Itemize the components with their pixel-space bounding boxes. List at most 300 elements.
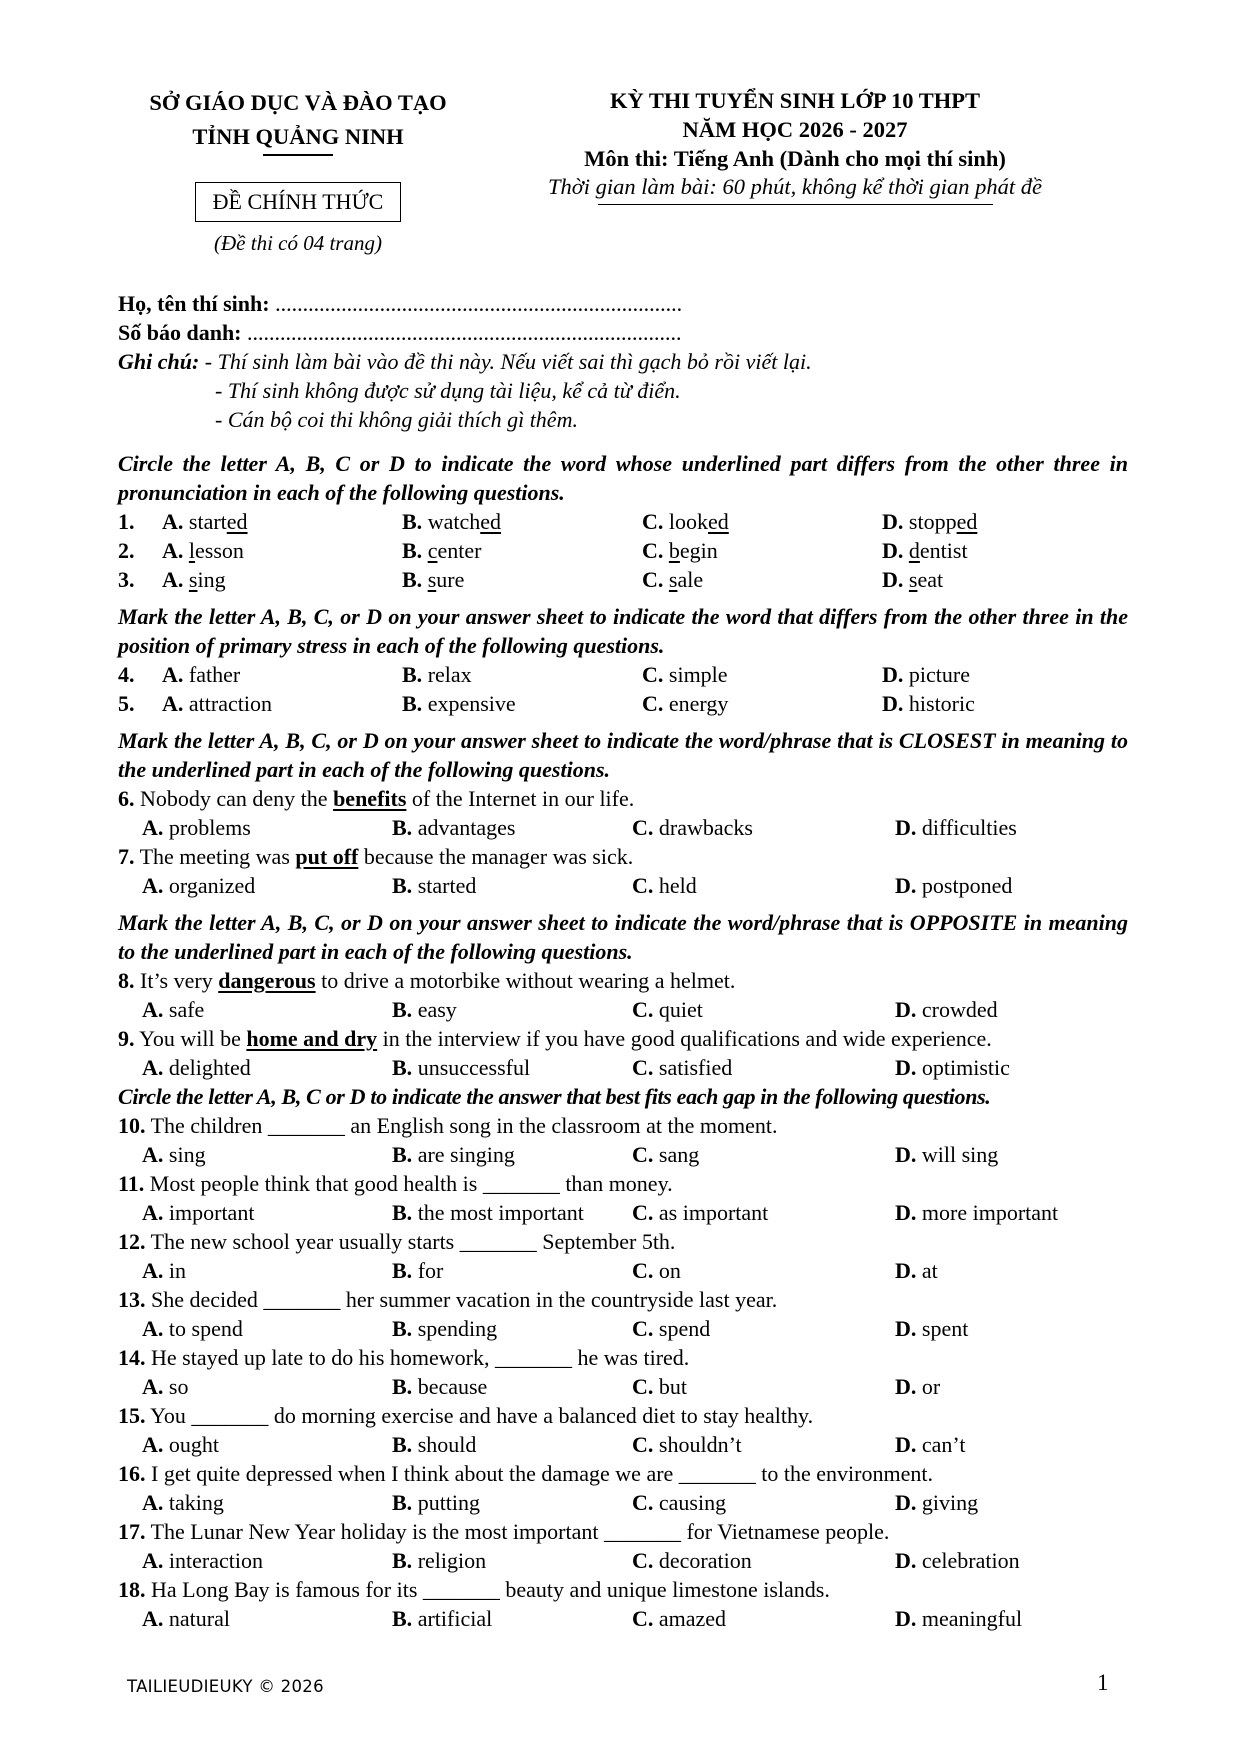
option-text: simple — [668, 662, 728, 687]
option-letter: B. — [392, 1055, 413, 1080]
school-year: NĂM HỌC 2026 - 2027 — [682, 117, 908, 142]
option-letter: D. — [882, 538, 904, 563]
option-letter: C. — [642, 662, 664, 687]
question-row — [118, 689, 1128, 718]
student-name-field[interactable]: .......................................................................... — [275, 291, 683, 316]
answer-option[interactable] — [392, 1546, 632, 1575]
option-letter: A. — [142, 1374, 164, 1399]
question-text: The children _______ an English song in the classroom at the moment. — [145, 1113, 778, 1138]
option-text: celebration — [921, 1548, 1020, 1573]
option-letter: B. — [392, 1432, 413, 1457]
note-text: - Thí sinh làm bài vào đề thi này. Nếu viết sai thì gạch bỏ rồi viết lại. — [204, 349, 812, 374]
question-number: 7. — [118, 844, 135, 869]
answer-option[interactable] — [392, 995, 632, 1024]
underlined-part: ed — [480, 509, 501, 534]
option-text: religion — [417, 1548, 487, 1573]
option-letter: C. — [632, 1606, 654, 1631]
answer-option[interactable] — [142, 1140, 392, 1169]
option-text: can’t — [921, 1432, 966, 1457]
answer-option[interactable] — [632, 1140, 895, 1169]
questions — [118, 449, 1128, 1633]
answer-options — [118, 1372, 1128, 1401]
option-letter: C. — [632, 873, 654, 898]
question-text: It’s very — [134, 968, 219, 993]
option-letter: A. — [142, 1055, 164, 1080]
option-text: spend — [658, 1316, 711, 1341]
underlined-part: ed — [956, 509, 978, 534]
answer-option[interactable] — [895, 995, 1125, 1024]
answer-option[interactable] — [632, 1604, 895, 1633]
answer-option[interactable] — [632, 1053, 895, 1082]
question-number: 3. — [118, 567, 135, 592]
underlined-phrase: home and dry — [246, 1026, 378, 1051]
option-text: attraction — [188, 691, 272, 716]
underlined-part: b — [668, 538, 680, 563]
option-letter: B. — [392, 1490, 413, 1515]
option-text: ought — [168, 1432, 220, 1457]
option-letter: C. — [632, 1490, 654, 1515]
question-stem — [118, 1517, 1128, 1546]
header-underline — [598, 204, 993, 205]
answer-option[interactable] — [632, 813, 895, 842]
underlined-part: s — [188, 567, 198, 592]
option-text: in — [168, 1258, 187, 1283]
option-text: started — [417, 873, 477, 898]
option-text: more important — [921, 1200, 1059, 1225]
answer-option[interactable] — [632, 1314, 895, 1343]
option-letter: B. — [392, 1548, 413, 1573]
header-exam — [505, 86, 1085, 205]
option-letter: D. — [895, 1606, 917, 1631]
option-letter: A. — [162, 567, 184, 592]
option-text: ing — [197, 567, 226, 592]
option-letter: D. — [882, 509, 904, 534]
question-text: The Lunar New Year holiday is the most important _______ for Vietnamese people. — [145, 1519, 890, 1544]
option-letter: A. — [142, 1258, 164, 1283]
option-text: as important — [658, 1200, 769, 1225]
answer-option[interactable] — [142, 1604, 392, 1633]
answer-option[interactable] — [142, 1314, 392, 1343]
option-text: spending — [417, 1316, 498, 1341]
question-number: 14. — [118, 1345, 146, 1370]
question-number: 11. — [118, 1171, 145, 1196]
answer-option[interactable] — [895, 1256, 1125, 1285]
section-instruction: Mark the letter A, B, C, or D on your answer sheet to indicate the word/phrase that is OPPOSITE in meaning to the underlined part in each of the following questions. — [118, 910, 1128, 964]
option-text: esson — [195, 538, 244, 563]
answer-option[interactable] — [632, 995, 895, 1024]
question-stem — [118, 1575, 1128, 1604]
section-instruction: Mark the letter A, B, C, or D on your answer sheet to indicate the word/phrase that is CLOSEST in meaning to the underlined part in each of the following questions. — [118, 728, 1128, 782]
option-letter: C. — [632, 1374, 654, 1399]
answer-option[interactable] — [882, 689, 1122, 718]
question-text: You _______ do morning exercise and have a balanced diet to stay healthy. — [145, 1403, 814, 1428]
option-letter: D. — [895, 815, 917, 840]
option-letter: D. — [882, 662, 904, 687]
option-letter: B. — [402, 509, 423, 534]
answer-options — [118, 1140, 1128, 1169]
option-text: quiet — [658, 997, 703, 1022]
answer-option[interactable] — [392, 1314, 632, 1343]
answer-option[interactable] — [392, 871, 632, 900]
option-text: causing — [658, 1490, 727, 1515]
note-line-3: - Cán bộ coi thi không giải thích gì thêm. — [215, 407, 578, 432]
option-text: drawbacks — [658, 815, 753, 840]
option-text: start — [188, 509, 227, 534]
question-number: 9. — [118, 1026, 135, 1051]
question-number: 2. — [118, 538, 135, 563]
answer-options — [118, 995, 1128, 1024]
answer-option[interactable] — [642, 689, 882, 718]
option-letter: C. — [642, 538, 664, 563]
option-letter: A. — [162, 662, 184, 687]
option-letter: D. — [895, 1055, 917, 1080]
question-number: 4. — [118, 662, 135, 687]
option-text: energy — [668, 691, 729, 716]
exam-duration: Thời gian làm bài: 60 phút, không kể thời gian phát đề — [548, 174, 1042, 199]
option-text: interaction — [168, 1548, 263, 1573]
answer-option[interactable] — [882, 507, 1122, 536]
answer-option[interactable] — [142, 1256, 392, 1285]
option-text: amazed — [658, 1606, 727, 1631]
answer-option[interactable] — [642, 507, 882, 536]
question-number: 16. — [118, 1461, 146, 1486]
question-stem — [118, 1343, 1128, 1372]
question-text: in the interview if you have good qualifications and wide experience. — [377, 1026, 992, 1051]
option-text: father — [188, 662, 241, 687]
student-id-line[interactable] — [118, 318, 1128, 347]
option-letter: C. — [642, 691, 664, 716]
option-letter: D. — [895, 1142, 917, 1167]
option-text: look — [668, 509, 709, 534]
student-name-label: Họ, tên thí sinh: — [118, 291, 270, 316]
answer-option[interactable] — [162, 507, 402, 536]
answer-option[interactable] — [142, 871, 392, 900]
option-text: important — [168, 1200, 255, 1225]
answer-option[interactable] — [895, 1140, 1125, 1169]
note-line-1 — [118, 347, 1128, 376]
note-line-2: - Thí sinh không được sử dụng tài liệu, kể cả từ điển. — [215, 378, 681, 403]
question-stem — [118, 1111, 1128, 1140]
option-letter: B. — [402, 567, 423, 592]
answer-options — [118, 1604, 1128, 1633]
option-letter: C. — [632, 1142, 654, 1167]
question-row — [118, 536, 1128, 565]
option-text: sing — [168, 1142, 206, 1167]
option-letter: C. — [632, 1316, 654, 1341]
answer-option[interactable] — [895, 1430, 1125, 1459]
option-text: artificial — [417, 1606, 493, 1631]
option-letter: A. — [142, 873, 164, 898]
footer-brand: TAILIEUDIEUKY © 2026 — [127, 1677, 324, 1696]
pages-note: (Đề thi có 04 trang) — [214, 231, 382, 255]
question-stem — [118, 966, 1128, 995]
option-text: easy — [417, 997, 457, 1022]
answer-option[interactable] — [882, 660, 1122, 689]
option-text: held — [658, 873, 697, 898]
answer-option[interactable] — [142, 1546, 392, 1575]
option-text: problems — [168, 815, 251, 840]
answer-option[interactable] — [142, 995, 392, 1024]
option-text: putting — [417, 1490, 481, 1515]
option-text: because — [417, 1374, 488, 1399]
option-text: natural — [168, 1606, 230, 1631]
option-text: so — [168, 1374, 189, 1399]
option-letter: D. — [895, 873, 917, 898]
underlined-part: s — [427, 567, 437, 592]
answer-options — [118, 1256, 1128, 1285]
option-text: egin — [679, 538, 718, 563]
answer-option[interactable] — [632, 1198, 895, 1227]
option-text: but — [658, 1374, 688, 1399]
answer-option[interactable] — [632, 1430, 895, 1459]
option-letter: D. — [882, 567, 904, 592]
answer-option[interactable] — [895, 1488, 1125, 1517]
answer-option[interactable] — [162, 689, 402, 718]
answer-option[interactable] — [142, 1430, 392, 1459]
option-letter: D. — [895, 1200, 917, 1225]
answer-options — [118, 871, 1128, 900]
option-text: to spend — [168, 1316, 243, 1341]
question-row — [118, 660, 1128, 689]
option-text: shouldn’t — [658, 1432, 742, 1457]
option-text: on — [658, 1258, 681, 1283]
option-text: enter — [437, 538, 482, 563]
question-stem — [118, 784, 1128, 813]
option-letter: A. — [162, 509, 184, 534]
question-row — [118, 565, 1128, 594]
option-letter: B. — [402, 538, 423, 563]
option-text: giving — [921, 1490, 979, 1515]
option-text: safe — [168, 997, 205, 1022]
answer-option[interactable] — [162, 536, 402, 565]
option-letter: A. — [142, 1606, 164, 1631]
option-letter: D. — [895, 1548, 917, 1573]
answer-options — [118, 1488, 1128, 1517]
department-name: SỞ GIÁO DỤC VÀ ĐÀO TẠO — [149, 90, 447, 115]
option-text: stopp — [908, 509, 957, 534]
answer-option[interactable] — [142, 813, 392, 842]
option-text: satisfied — [658, 1055, 733, 1080]
option-letter: C. — [632, 815, 654, 840]
option-letter: B. — [392, 1200, 413, 1225]
option-text: decoration — [658, 1548, 752, 1573]
section-instruction: Circle the letter A, B, C or D to indicate the answer that best fits each gap in the following questions. — [118, 1084, 991, 1109]
student-id-label: Số báo danh: — [118, 320, 242, 345]
underlined-part: c — [427, 538, 438, 563]
answer-options — [118, 813, 1128, 842]
option-text: spent — [921, 1316, 969, 1341]
option-letter: B. — [392, 1258, 413, 1283]
option-letter: A. — [162, 691, 184, 716]
option-letter: D. — [895, 1490, 917, 1515]
option-letter: A. — [142, 1142, 164, 1167]
option-text: difficulties — [921, 815, 1017, 840]
option-letter: D. — [895, 997, 917, 1022]
option-text: taking — [168, 1490, 224, 1515]
option-letter: A. — [162, 538, 184, 563]
answer-option[interactable] — [392, 813, 632, 842]
answer-option[interactable] — [895, 1198, 1125, 1227]
question-number: 13. — [118, 1287, 146, 1312]
option-text: entist — [919, 538, 968, 563]
answer-option[interactable] — [162, 565, 402, 594]
question-number: 10. — [118, 1113, 146, 1138]
answer-option[interactable] — [895, 1372, 1125, 1401]
option-letter: D. — [895, 1374, 917, 1399]
answer-option[interactable] — [632, 1372, 895, 1401]
section-instruction: Circle the letter A, B, C or D to indicate the word whose underlined part differs from the other three in pronunciation in each of the following questions. — [118, 451, 1128, 505]
answer-option[interactable] — [392, 1053, 632, 1082]
option-letter: B. — [402, 662, 423, 687]
question-text: The new school year usually starts _______ September 5th. — [145, 1229, 676, 1254]
option-letter: C. — [632, 1432, 654, 1457]
option-letter: A. — [142, 1200, 164, 1225]
student-id-field[interactable]: ............................................................................... — [247, 320, 682, 345]
option-letter: C. — [632, 1200, 654, 1225]
section-instruction: Mark the letter A, B, C, or D on your answer sheet to indicate the word that differs from the other three in the position of primary stress in each of the following questions. — [118, 604, 1128, 658]
page-number: 1 — [1097, 1670, 1109, 1695]
exam-title: KỲ THI TUYỂN SINH LỚP 10 THPT — [609, 88, 981, 113]
answer-option[interactable] — [142, 1053, 392, 1082]
province-name: TỈNH QUẢNG NINH — [192, 124, 404, 149]
student-name-line[interactable] — [118, 289, 1128, 318]
question-number: 18. — [118, 1577, 146, 1602]
header-divider — [263, 154, 333, 156]
answer-option[interactable] — [642, 565, 882, 594]
answer-option[interactable] — [142, 1198, 392, 1227]
question-text: I get quite depressed when I think about the damage we are _______ to the environment. — [145, 1461, 933, 1486]
option-letter: A. — [142, 1316, 164, 1341]
option-text: for — [417, 1258, 444, 1283]
answer-option[interactable] — [392, 1198, 632, 1227]
answer-option[interactable] — [882, 536, 1122, 565]
underlined-part: l — [188, 538, 196, 563]
option-text: postponed — [921, 873, 1013, 898]
question-number: 5. — [118, 691, 135, 716]
option-letter: D. — [895, 1432, 917, 1457]
answer-option[interactable] — [882, 565, 1122, 594]
answer-option[interactable] — [632, 871, 895, 900]
option-letter: A. — [142, 1490, 164, 1515]
question-number: 17. — [118, 1519, 146, 1544]
answer-option[interactable] — [402, 660, 642, 689]
option-letter: A. — [142, 997, 164, 1022]
note-label: Ghi chú: — [118, 349, 200, 374]
underlined-part: s — [908, 567, 918, 592]
question-text: He stayed up late to do his homework, _______ he was tired. — [145, 1345, 690, 1370]
question-text: The meeting was — [134, 844, 296, 869]
option-letter: D. — [895, 1316, 917, 1341]
option-letter: B. — [402, 691, 423, 716]
answer-option[interactable] — [642, 536, 882, 565]
header-department — [113, 86, 483, 258]
answer-option[interactable] — [895, 1604, 1125, 1633]
answer-options — [118, 1053, 1128, 1082]
option-text: picture — [908, 662, 970, 687]
option-letter: B. — [392, 1374, 413, 1399]
option-letter: C. — [632, 1548, 654, 1573]
question-text: to drive a motorbike without wearing a helmet. — [315, 968, 736, 993]
question-stem — [118, 1227, 1128, 1256]
answer-option[interactable] — [895, 1053, 1125, 1082]
option-text: are singing — [417, 1142, 515, 1167]
option-letter: D. — [895, 1258, 917, 1283]
answer-option[interactable] — [392, 1140, 632, 1169]
option-text: relax — [427, 662, 472, 687]
question-stem — [118, 842, 1128, 871]
answer-option[interactable] — [402, 536, 642, 565]
underlined-part: s — [668, 567, 678, 592]
option-text: delighted — [168, 1055, 251, 1080]
answer-option[interactable] — [392, 1430, 632, 1459]
answer-option[interactable] — [895, 871, 1125, 900]
answer-option[interactable] — [895, 813, 1125, 842]
underlined-part: ed — [708, 509, 729, 534]
answer-option[interactable] — [402, 565, 642, 594]
option-letter: B. — [392, 1142, 413, 1167]
answer-option[interactable] — [162, 660, 402, 689]
answer-option[interactable] — [895, 1314, 1125, 1343]
answer-option[interactable] — [642, 660, 882, 689]
answer-option[interactable] — [392, 1604, 632, 1633]
question-number: 8. — [118, 968, 135, 993]
answer-option[interactable] — [402, 507, 642, 536]
option-text: meaningful — [921, 1606, 1023, 1631]
answer-option[interactable] — [142, 1488, 392, 1517]
question-stem — [118, 1401, 1128, 1430]
answer-option[interactable] — [402, 689, 642, 718]
answer-option[interactable] — [392, 1372, 632, 1401]
question-stem — [118, 1169, 1128, 1198]
underlined-phrase: put off — [295, 844, 359, 869]
underlined-part: d — [908, 538, 920, 563]
answer-option[interactable] — [632, 1256, 895, 1285]
option-letter: A. — [142, 1432, 164, 1457]
answer-option[interactable] — [142, 1372, 392, 1401]
option-letter: D. — [882, 691, 904, 716]
question-stem — [118, 1024, 1128, 1053]
option-letter: B. — [392, 1316, 413, 1341]
official-exam-badge: ĐỀ CHÍNH THỨC — [195, 182, 402, 222]
answer-options — [118, 1198, 1128, 1227]
underlined-phrase: dangerous — [218, 968, 316, 993]
answer-option[interactable] — [632, 1488, 895, 1517]
option-text: at — [921, 1258, 938, 1283]
option-text: organized — [168, 873, 256, 898]
question-text: of the Internet in our life. — [406, 786, 635, 811]
option-letter: B. — [392, 873, 413, 898]
question-text: Ha Long Bay is famous for its _______ beauty and unique limestone islands. — [145, 1577, 830, 1602]
question-text: Most people think that good health is _______ than money. — [144, 1171, 673, 1196]
question-stem — [118, 1459, 1128, 1488]
option-text: watch — [427, 509, 481, 534]
exam-subject: Môn thi: Tiếng Anh (Dành cho mọi thí sinh) — [584, 146, 1006, 171]
answer-options — [118, 1314, 1128, 1343]
option-text: advantages — [417, 815, 516, 840]
answer-options — [118, 1546, 1128, 1575]
question-text: She decided _______ her summer vacation in the countryside last year. — [145, 1287, 778, 1312]
option-text: should — [417, 1432, 477, 1457]
answer-option[interactable] — [895, 1546, 1125, 1575]
answer-option[interactable] — [392, 1256, 632, 1285]
question-stem — [118, 1285, 1128, 1314]
question-number: 6. — [118, 786, 135, 811]
option-text: optimistic — [921, 1055, 1010, 1080]
answer-option[interactable] — [632, 1546, 895, 1575]
answer-option[interactable] — [392, 1488, 632, 1517]
option-letter: C. — [642, 509, 664, 534]
option-text: ure — [436, 567, 465, 592]
